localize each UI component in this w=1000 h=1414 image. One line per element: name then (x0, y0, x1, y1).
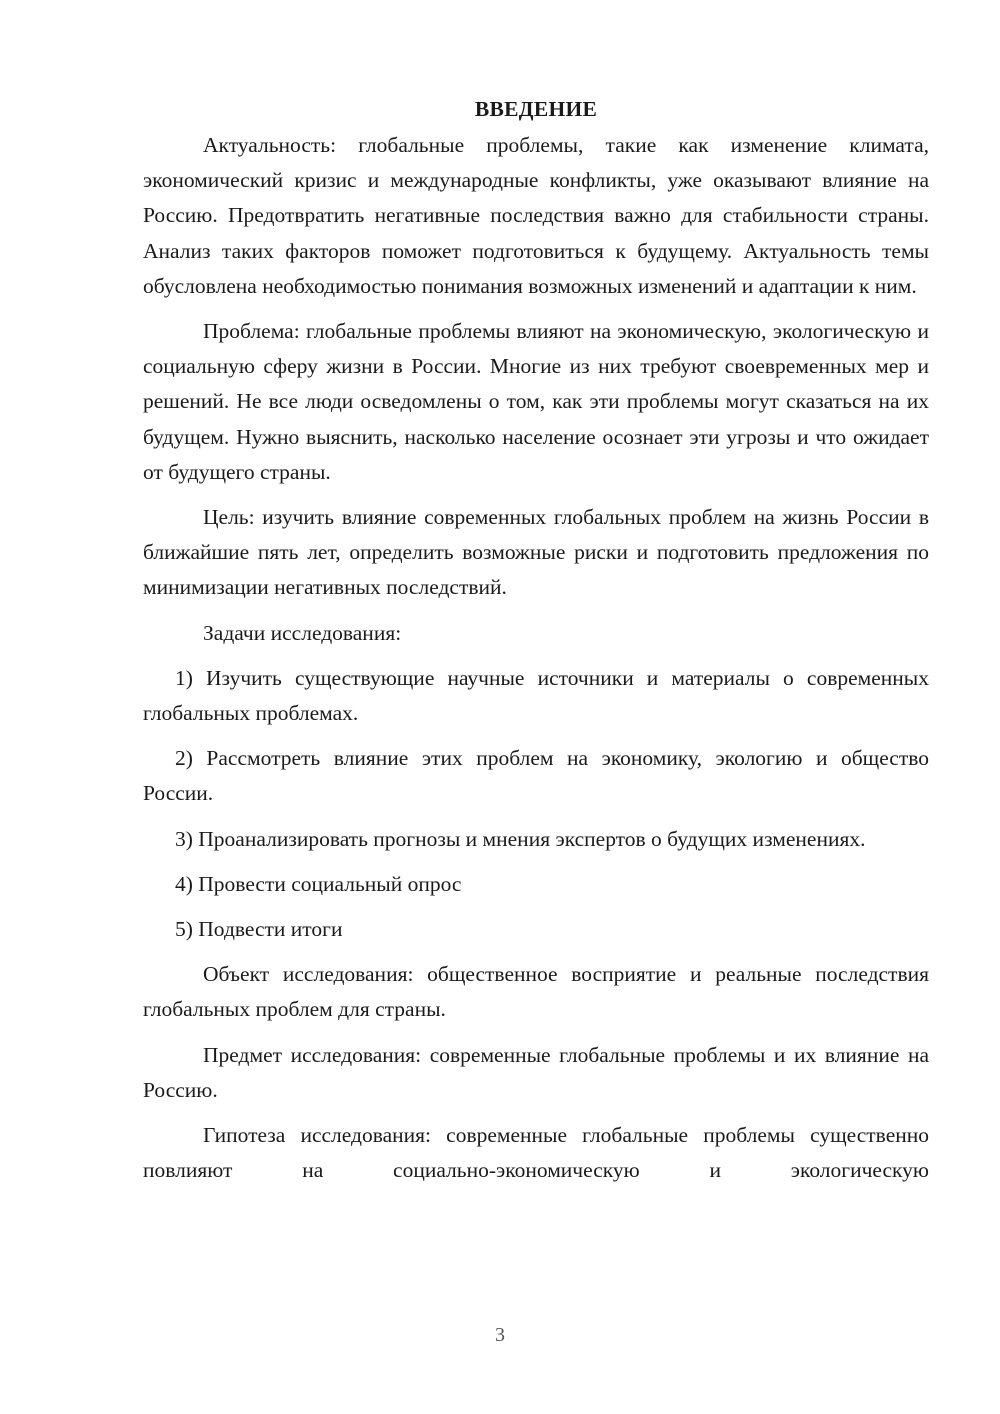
subject-paragraph: Предмет исследования: современные глобальные проблемы и их влияние на Россию. (143, 1042, 929, 1102)
document-page (143, 92, 929, 1198)
task-item-4: 4) Провести социальный опрос (175, 871, 462, 896)
hypothesis-paragraph: Гипотеза исследования: современные глобальные проблемы существенно повлияют на социально-экономическую и экологическую (143, 1123, 929, 1183)
task-item-1: 1) Изучить существующие научные источники и материалы о современных глобальных проблемах. (143, 665, 929, 726)
relevance-paragraph: Актуальность: глобальные проблемы, такие как изменение климата, экономический кризис и международные конфликты, уже оказывают влияние на Россию. Предотвратить негативные последствия важно для стабильности страны. Анализ таких факторов поможет подготовиться к будущему. Актуальность темы обусловлена необходимостью понимания возможных изменений и адаптации к ним. (143, 133, 929, 298)
task-item-5: 5) Подвести итоги (175, 917, 343, 942)
task-item-2: 2) Рассмотреть влияние этих проблем на экономику, экологию и общество России. (143, 746, 929, 806)
goal-paragraph: Цель: изучить влияние современных глобальных проблем на жизнь России в ближайшие пять лет, определить возможные риски и подготовить предложения по минимизации негативных последствий. (143, 505, 929, 600)
page-number: 3 (495, 1324, 505, 1346)
task-item-3: 3) Проанализировать прогнозы и мнения экспертов о будущих изменениях. (175, 826, 866, 851)
section-title: ВВЕДЕНИЕ (474, 97, 598, 121)
object-paragraph: Объект исследования: общественное восприятие и реальные последствия глобальных проблем для страны. (143, 962, 929, 1022)
tasks-heading: Задачи исследования: (203, 620, 402, 645)
problem-paragraph: Проблема: глобальные проблемы влияют на экономическую, экологическую и социальную сферу жизни в России. Многие из них требуют своевременных мер и решений. Не все люди осведомлены о том, как эти проблемы могут сказаться на их будущем. Нужно выяснить, насколько население осознает эти угрозы и что ожидает от будущего страны. (143, 319, 929, 484)
